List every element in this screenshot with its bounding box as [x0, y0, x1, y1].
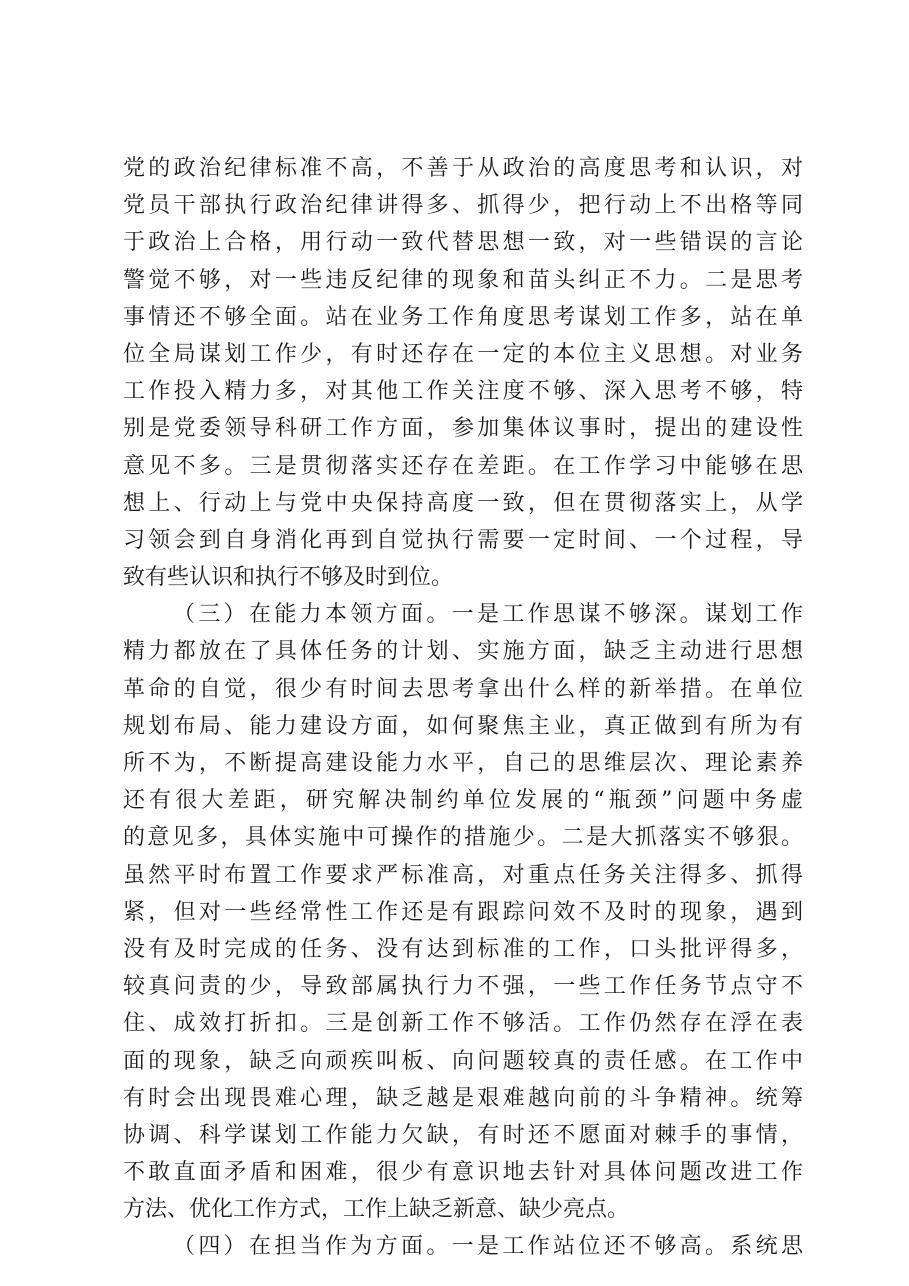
body-text — [123, 150, 803, 1266]
text-line: 想上、行动上与党中央保持高度一致，但在贯彻落实上，从学 — [123, 490, 803, 516]
text-line: 还有很大差距，研究解决制约单位发展的“瓶颈”问题中务虚 — [123, 788, 803, 814]
text-line: 党的政治纪律标准不高，不善于从政治的高度思考和认识，对 — [123, 156, 803, 181]
text-line: 没有及时完成的任务、没有达到标准的工作，口头批评得多， — [123, 936, 803, 962]
text-line: 较真问责的少，导致部属执行力不强，一些工作任务节点守不 — [123, 974, 803, 1000]
text-line: 住、成效打折扣。三是创新工作不够活。工作仍然存在浮在表 — [123, 1011, 803, 1037]
section-heading-line: （四）在担当作为方面。一是工作站位还不够高。系统思 — [173, 1234, 803, 1260]
text-line: 的意见多，具体实施中可操作的措施少。二是大抓落实不够狠。 — [123, 825, 803, 851]
text-line: 致有些认识和执行不够及时到位。 — [123, 565, 454, 591]
text-line: 工作投入精力多，对其他工作关注度不够、深入思考不够，特 — [123, 379, 803, 405]
text-line: 紧，但对一些经常性工作还是有跟踪问效不及时的现象，遇到 — [123, 899, 803, 925]
text-line: 虽然平时布置工作要求严标准高，对重点任务关注得多、抓得 — [123, 862, 803, 888]
text-line: 位全局谋划工作少，有时还存在一定的本位主义思想。对业务 — [123, 341, 803, 367]
text-line: 规划布局、能力建设方面，如何聚焦主业，真正做到有所为有 — [123, 713, 803, 739]
text-line: 于政治上合格，用行动一致代替思想一致，对一些错误的言论 — [123, 230, 803, 256]
text-line: 党员干部执行政治纪律讲得多、抓得少，把行动上不出格等同 — [123, 193, 803, 219]
text-line: 警觉不够，对一些违反纪律的现象和苗头纠正不力。二是思考 — [123, 267, 803, 293]
text-line: 习领会到自身消化再到自觉执行需要一定时间、一个过程，导 — [123, 527, 803, 553]
text-line: 精力都放在了具体任务的计划、实施方面，缺乏主动进行思想 — [123, 639, 803, 665]
text-line: 别是党委领导科研工作方面，参加集体议事时，提出的建设性 — [123, 416, 803, 442]
text-line: 方法、优化工作方式，工作上缺乏新意、缺少亮点。 — [123, 1197, 630, 1223]
text-line: 有时会出现畏难心理，缺乏越是艰难越向前的斗争精神。统筹 — [123, 1085, 803, 1111]
text-line: 意见不多。三是贯彻落实还存在差距。在工作学习中能够在思 — [123, 453, 803, 479]
text-line: 协调、科学谋划工作能力欠缺，有时还不愿面对棘手的事情， — [123, 1122, 803, 1148]
text-line: 事情还不够全面。站在业务工作角度思考谋划工作多，站在单 — [123, 304, 803, 330]
text-line: 革命的自觉，很少有时间去思考拿出什么样的新举措。在单位 — [123, 676, 803, 702]
text-line: 面的现象，缺乏向顽疾叫板、向问题较真的责任感。在工作中 — [123, 1048, 803, 1074]
section-heading-line: （三）在能力本领方面。一是工作思谋不够深。谋划工作 — [173, 602, 803, 628]
text-line: 不敢直面矛盾和困难，很少有意识地去针对具体问题改进工作 — [123, 1160, 803, 1186]
text-line: 所不为，不断提高建设能力水平，自己的思维层次、理论素养 — [123, 751, 803, 776]
